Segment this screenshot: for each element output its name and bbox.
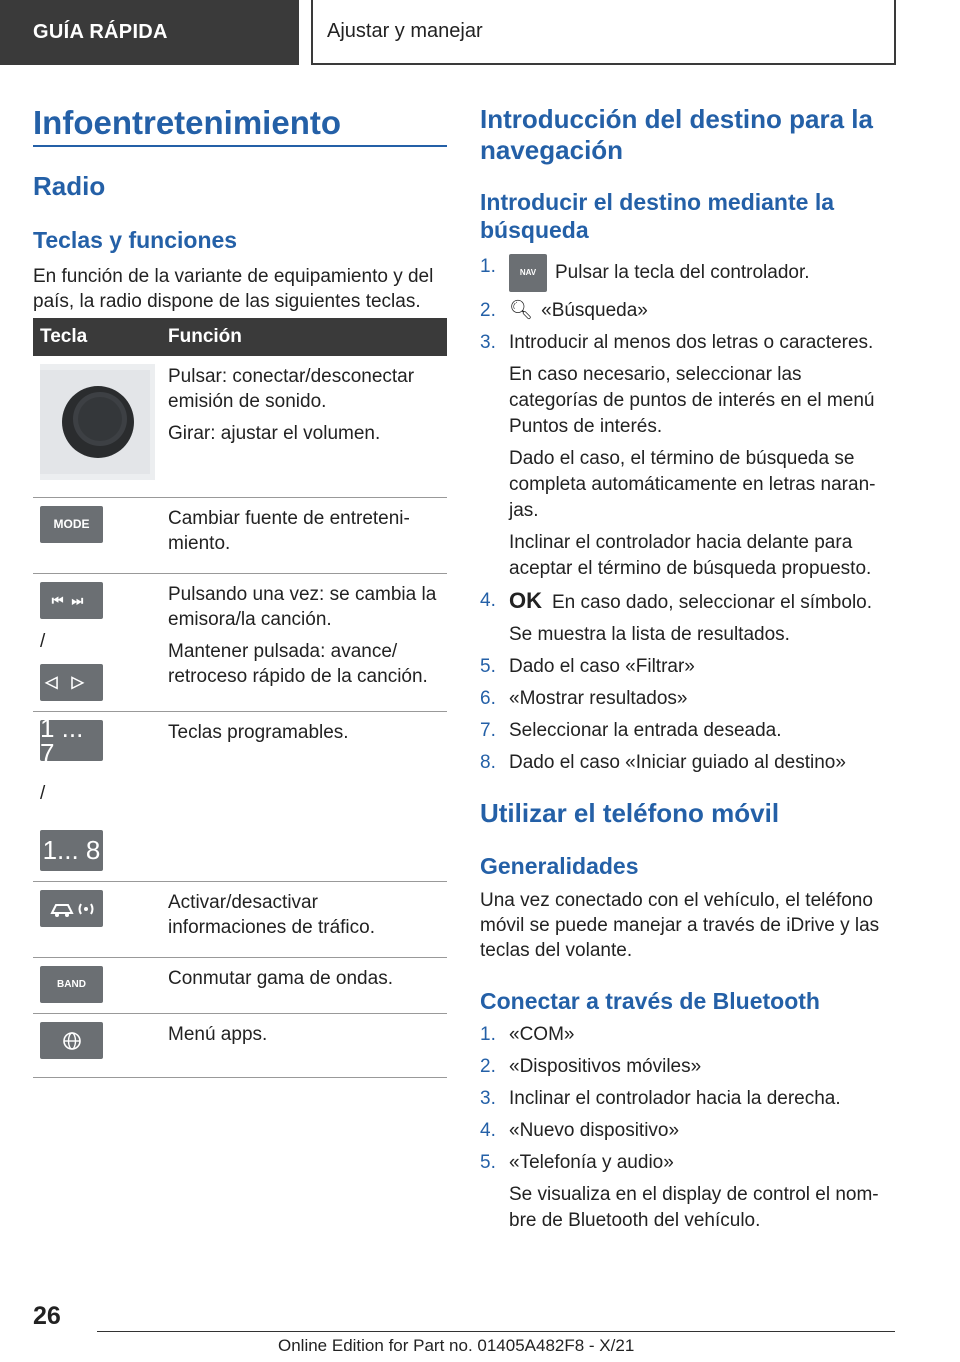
nav-title: Introducción del destino para la navegación [480,104,873,165]
list-item: 8. Dado el caso «Iniciar guiado al destino» [480,752,846,773]
keys-heading: Teclas y funciones [33,227,238,253]
list-item: 5. «Telefonía y audio» Se visualiza en el display de control el nom-bre de Bluetooth del vehículo. [480,1152,879,1231]
nav-steps [480,254,895,782]
apps-globe-icon [40,1022,103,1059]
title-rule [33,145,447,147]
bluetooth-steps [480,1022,895,1240]
skip-buttons-icon: ⏮⏭ [40,582,103,619]
phone-title: Utilizar el teléfono móvil [480,798,780,828]
page-number: 26 [33,1302,61,1330]
table-row [33,356,447,498]
chapter-tab [311,0,896,65]
function-text: Teclas programables. [168,722,349,743]
list-item: 7. Seleccionar la entrada deseada. [480,720,782,741]
list-item: 1. NAV Pulsar la tecla del controlador. [480,254,895,292]
slash-separator: / [40,783,46,804]
edition-text: Online Edition for Part no. 01405A482F8 - X/21 [278,1336,635,1355]
preset-7-buttons-icon: 1 ... 7 [40,720,103,761]
ok-icon: OK [509,588,542,613]
table-row [33,1014,447,1078]
chapter-label: Ajustar y manejar [327,20,483,42]
table-row [33,574,447,712]
general-text: Una vez conectado con el vehículo, el teléfono móvil se puede manejar a través de iDrive y las teclas del volante. [480,890,880,961]
table-row [33,712,447,882]
function-text: Menú apps. [168,1024,268,1045]
function-text: Pulsando una vez: se cambia la emisora/la canción. [168,584,437,630]
list-item: 4. OK En caso dado, seleccionar el símbolo. Se muestra la lista de resultados. [480,588,873,645]
section-tab [0,0,299,65]
table-header-row [33,318,447,356]
list-item: 6. «Mostrar resultados» [480,688,688,709]
nav-button-icon: NAV [509,254,547,292]
function-text: Pulsar: conectar/desconectar emisión de sonido. [168,366,415,412]
list-item: 2. 🔍︎ «Búsqueda» [480,300,648,321]
function-text: Activar/desactivar informaciones de tráfico. [168,892,375,938]
list-item: 2. «Dispositivos móviles» [480,1056,702,1077]
col-function-header: Función [158,318,447,356]
preset-8-buttons-icon: 1... 8 [40,830,103,871]
mode-button-icon: MODE [40,506,103,543]
function-text: Mantener pulsada: avance/ retroceso rápido de la canción. [168,641,428,687]
search-icon: 🔍︎ [509,300,534,321]
radio-heading: Radio [33,171,106,201]
keys-intro: En función de la variante de equipamiento y del país, la radio dispone de las siguientes teclas. [33,266,434,312]
footer-rule [97,1331,895,1332]
list-item: 1. «COM» [480,1024,575,1045]
list-item: 4. «Nuevo dispositivo» [480,1120,680,1141]
nav-subtitle: Introducir el destino mediante la búsqueda [480,189,835,243]
band-button-icon: BAND [40,966,103,1003]
keys-table [33,318,447,1078]
general-heading: Generalidades [480,853,639,879]
slash-separator: / [40,631,46,652]
function-text: Girar: ajustar el volumen. [168,423,381,444]
col-key-header: Tecla [33,318,158,356]
table-row [33,958,447,1014]
table-row [33,882,447,958]
function-text: Cambiar fuente de entreteni-miento. [168,508,410,554]
traffic-info-icon [40,890,103,927]
list-item: 3. Introducir al menos dos letras o caracteres. En caso necesario, seleccionar las categorías de puntos de interés en el menú Puntos de interés. Dado el caso, el término de búsqueda se completa automáticamente en letras naran-jas. Inclinar el controlador hacia delante para aceptar el término de búsqueda propuesto. [480,332,876,579]
function-text: Conmutar gama de ondas. [168,968,393,989]
bluetooth-heading: Conectar a través de Bluetooth [480,988,820,1014]
list-item: 5. Dado el caso «Filtrar» [480,656,695,677]
seek-arrows-icon: ◁▷ [40,664,103,701]
list-item: 3. Inclinar el controlador hacia la derecha. [480,1088,841,1109]
volume-knob-icon [40,364,155,480]
section-label: GUÍA RÁPIDA [33,21,168,43]
table-row [33,498,447,574]
page-title: Infoentretenimiento [33,104,342,141]
